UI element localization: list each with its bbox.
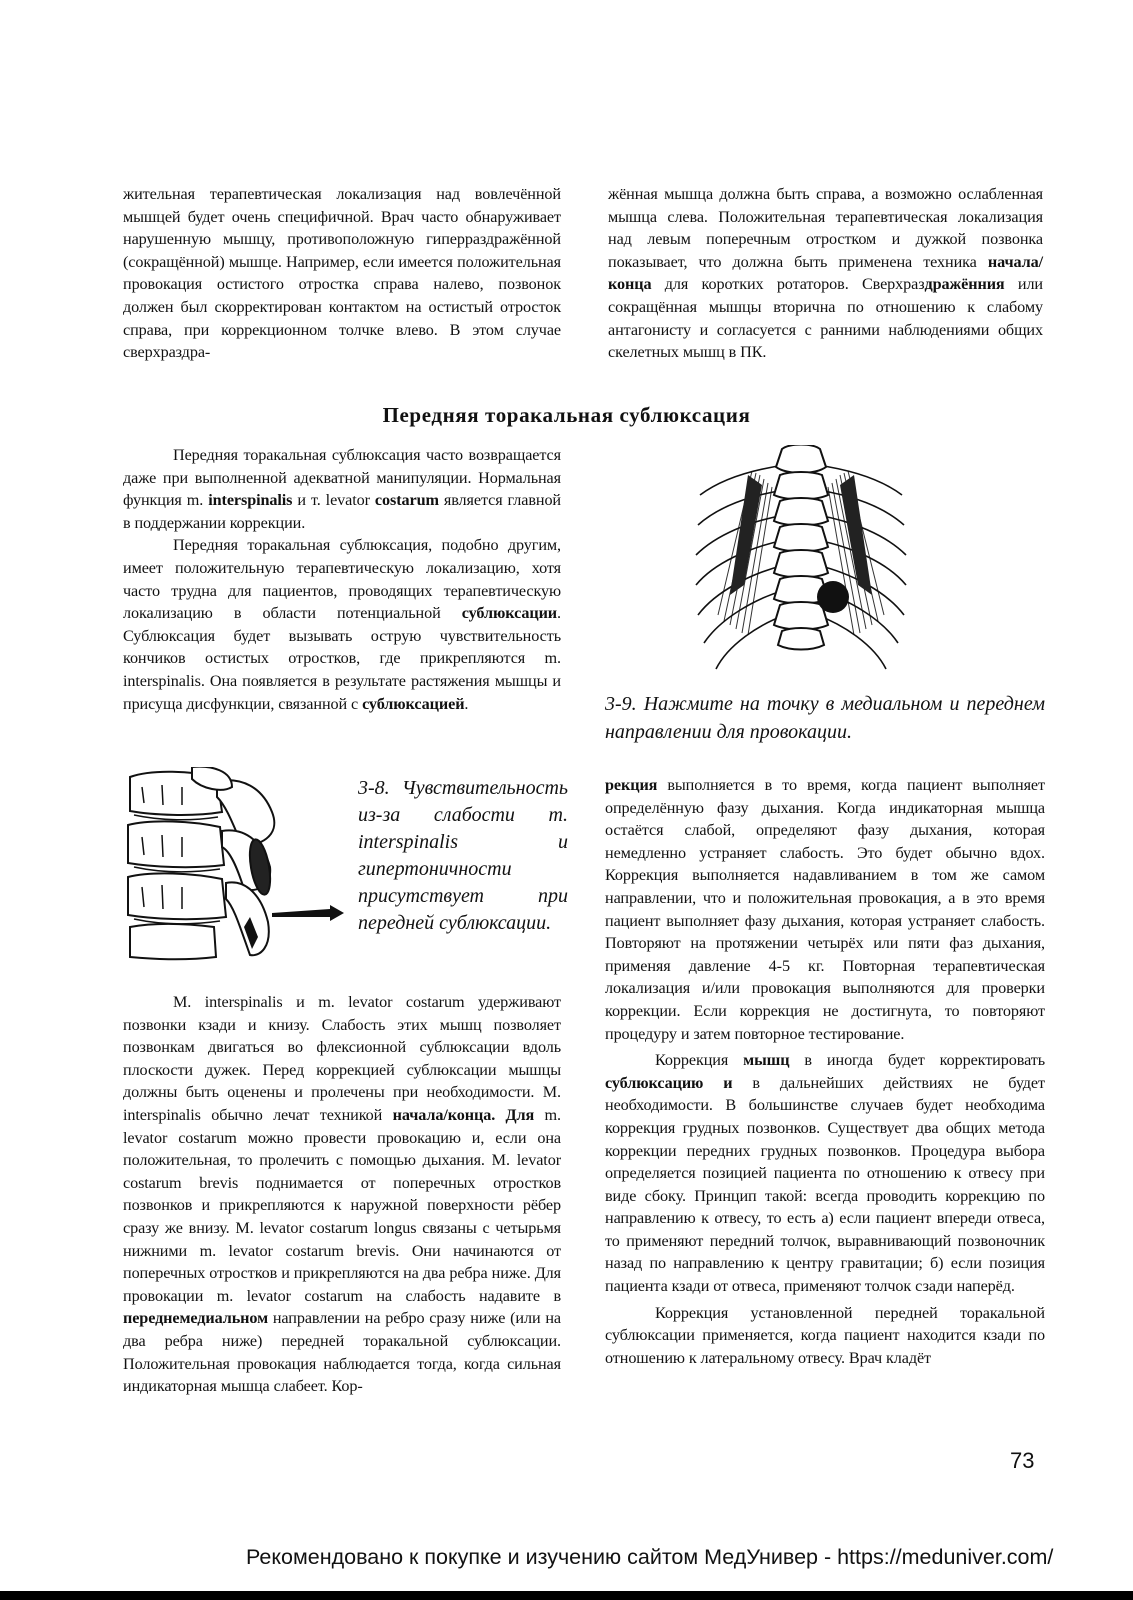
left-paragraph-3: M. interspinalis и m. levator costarum удерживают позвонки кзади и книзу. Слабость этих мышц позволяет позвонкам двигаться во флексионной сублюксации вдоль плоскости дужек. Перед коррекцией сублюксации мышцы должны быть оценены и пролечены при необходимости. M. interspinalis обычно лечат техникой начала/конца. Для m. levator costarum можно провести провокацию и, если она положительная, то пролечить с помощью дыхания. M. levator costarum brevis поднимается от поперечных отростков позвонков и прикрепляются к наружной поверхности рёбер сразу же внизу. M. levator costarum longus связаны с четырьмя нижними m. levator costarum brevis. Они начинаются от поперечных отростков и прикрепляются на два ребра ниже. Для провокации m. levator costarum на слабость надавите в переднемедиальном направлении на ребро сразу ниже (или на два ребра ниже) передней торакальной сублюксации. Положительная провокация наблюдается тогда, когда сильная индикаторная мышца слабеет. Кор- bbox=[123, 993, 561, 1396]
left-column-continued bbox=[123, 991, 561, 1398]
right-paragraph-2: Коррекция мышц в иногда будет корректировать сублюксацию и в дальнейших действиях не будет необходимости. В большинстве случаев будет необходима коррекция грудных позвонков. Существует два общих метода коррекции передних грудных позвонков. Процедура выбора определяется позицией пациента по отношению к отвесу при виде сбоку. Принцип такой: всегда проводить коррекцию по направлению к отвесу, то есть а) если пациент впереди отвеса, то применяют передний толчок, выравнивающий позвоночник назад по направлению к центру гравитации; б) если позиция пациента кзади от отвеса, применяют толчок сзади наперёд. bbox=[605, 1051, 1045, 1296]
top-left-paragraph: жительная терапевтическая локализация над вовлечённой мышцей будет очень специфичной. Врач часто обнаруживает нарушенную мышцу, противоположную гиперраздражённой (сокращённой) мышце. Например, если имеется положительная провокация остистого отростка справа налево, позвонок должен был скорректирован контактом на остистый отросток справа, при коррекционном толчке влево. В этом случае сверхраздра- bbox=[123, 185, 561, 362]
section-heading: Передняя торакальная сублюксация bbox=[382, 403, 751, 427]
top-right-paragraph: жённая мышца должна быть справа, а возможно ослабленная мышца слева. Положительная терапевтическая локализация над левым поперечным отростком и дужкой позвонка показывает, что должна быть применена техника начала/конца для коротких ротаторов. Сверхраздражённия или сокращённая мышцы вторична по отношению к слабому антагонисту и согласуется с ранними наблюдениями общих скелетных мышц в ПК. bbox=[608, 185, 1043, 362]
figure-3-9-caption: 3-9. Нажмите на точку в медиальном и переднем направлении для провокации. bbox=[605, 693, 1045, 743]
bottom-border bbox=[0, 1591, 1133, 1600]
figure-3-8-vertebrae-illustration bbox=[122, 767, 344, 977]
figure-3-9-spine-illustration bbox=[690, 445, 912, 685]
footer-recommendation: Рекомендовано к покупке и изучению сайтом МедУнивер - https://meduniver.com/ bbox=[246, 1545, 1054, 1569]
page-number: 73 bbox=[1010, 1448, 1035, 1473]
right-paragraph-3: Коррекция установленной передней торакальной сублюксации применяется, когда пациент находится кзади по отношению к латеральному отвесу. Врач кладёт bbox=[605, 1303, 1045, 1367]
left-column-intro bbox=[123, 444, 561, 715]
right-paragraph-1: рекция выполняется в то время, когда пациент выполняет определённую фазу дыхания. Когда индикаторная мышца остаётся слабой, определяют фазу дыхания, которая немедленно устраняет слабость. Это будет обычно вдох. Коррекция выполняется надавливанием в том же самом направлении, что и положительная провокация, а в это время пациент выполняет фазу дыхания, которая устраняет слабость. Повторяют на протяжении четырёх или пяти фаз дыхания, применяя давление 4-5 кг. Повторная терапевтическая локализация и/или провокация выполняются для проверки коррекции. Если коррекция не достигнута, то повторяют процедуру и затем повторное тестирование. bbox=[605, 776, 1045, 1043]
left-paragraph-2: Передняя торакальная сублюксация, подобно другим, имеет положительную терапевтическую локализацию, хотя часто трудна для пациентов, проводящих терапевтическую локализацию в области потенциальной сублюксации. Сублюксация будет вызывать острую чувствительность кончиков остистых отростков, где прикрепляются m. interspinalis. Она появляется в результате растяжения мышцы и присуща дисфункции, связанной с сублюксацией. bbox=[123, 536, 561, 713]
right-column bbox=[605, 774, 1045, 1369]
top-left-column bbox=[123, 183, 561, 364]
figure-3-8-caption: 3-8. Чувствительность из-за слабости m. interspinalis и гипертоничности присутствует при передней сублюксации. bbox=[358, 777, 568, 934]
left-paragraph-1: Передняя торакальная сублюксация часто возвращается даже при выполненной адекватной манипуляции. Нормальная функция m. interspinalis и т. levator costarum является главной в поддержании коррекции. bbox=[123, 446, 561, 532]
top-right-column bbox=[608, 183, 1043, 364]
